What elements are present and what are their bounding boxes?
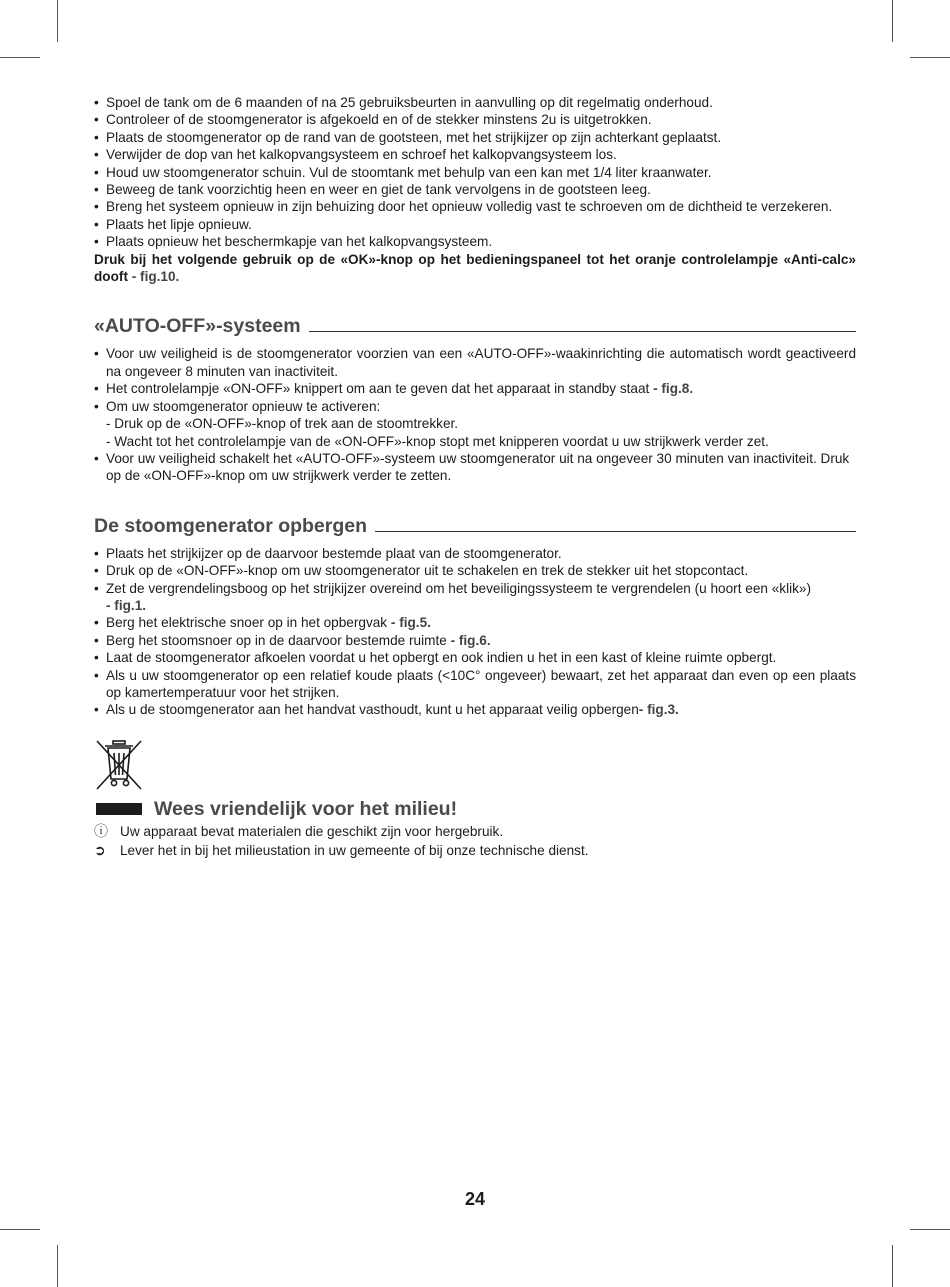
crop-mark: [57, 1245, 58, 1287]
list-item: [94, 632, 856, 649]
section-heading-storage: [94, 515, 856, 537]
list-item-text: Berg het elektrische snoer op in het opbergvak: [106, 615, 388, 631]
page-content: [94, 94, 856, 860]
heading-bar: [96, 803, 142, 815]
section-title: De stoomgenerator opbergen: [94, 514, 368, 537]
list-item: [94, 649, 856, 666]
figure-ref: - fig.8.: [649, 381, 694, 397]
list-item: • Spoel de tank om de 6 maanden of na 25 gebruiksbeurten in aanvulling op dit regelmatig onderhoud.: [94, 94, 856, 111]
list-item: [94, 562, 856, 579]
heading-rule: [375, 531, 856, 532]
list-item: [94, 614, 856, 631]
figure-ref: - fig.1.: [106, 597, 147, 613]
list-item-text: Als u uw stoomgenerator op een relatief koude plaats (<10C° ongeveer) bewaart, zet het apparaat dan even op een plaats op kamertemperatuur voor het strijken.: [106, 667, 856, 700]
heading-rule: [309, 331, 856, 332]
figure-ref: - fig.3.: [638, 702, 679, 718]
page-number: 24: [464, 1189, 486, 1209]
list-item: [94, 545, 856, 562]
environment-line: [94, 823, 856, 840]
list-item-text: Plaats het strijkijzer op de daarvoor bestemde plaat van de stoomgenerator.: [106, 545, 562, 561]
list-item-text: Het controlelampje «ON-OFF» knippert om aan te geven dat het apparaat in standby staat: [106, 381, 650, 397]
info-icon: ⓘ: [94, 822, 108, 839]
list-item: [94, 398, 856, 415]
list-item: • Controleer of de stoomgenerator is afgekoeld en of de stekker minstens 2u is uitgetrokken.: [94, 111, 856, 128]
list-item: • Plaats de stoomgenerator op de rand van de gootsteen, met het strijkijzer op zijn achterkant geplaatst.: [94, 129, 856, 146]
activate-step: - Wacht tot het controlelampje van de «ON-OFF»-knop stopt met knipperen voordat u uw strijkwerk verder zet.: [106, 433, 769, 449]
crop-mark: [910, 57, 950, 58]
environment-line-text: Uw apparaat bevat materialen die geschikt zijn voor hergebruik.: [120, 823, 504, 839]
auto-off-list: [94, 345, 856, 415]
list-item-text: Laat de stoomgenerator afkoelen voordat u het opbergt en ook indien u het in een kast of kleine ruimte opbergt.: [106, 650, 777, 666]
crop-mark: [910, 1229, 950, 1230]
crop-mark: [892, 1245, 893, 1287]
crop-mark: [0, 57, 40, 58]
arrow-icon: ➲: [94, 842, 106, 859]
list-item-text: Als u de stoomgenerator aan het handvat vasthoudt, kunt u het apparaat veilig opbergen: [106, 702, 639, 718]
list-item-text: Zet de vergrendelingsboog op het strijkijzer overeind om het beveiligingssysteem te vergrendelen (u hoort een «klik»): [106, 580, 811, 596]
crop-mark: [892, 0, 893, 42]
figure-ref: - fig.6.: [446, 632, 491, 648]
auto-off-list-end: [94, 450, 856, 485]
list-item: • Breng het systeem opnieuw in zijn behuizing door het opnieuw volledig vast te schroeven om de dichtheid te verzekeren.: [94, 198, 856, 215]
list-item: [94, 380, 856, 397]
list-item-text: • Om uw stoomgenerator opnieuw te activeren:: [106, 398, 381, 414]
storage-list: [94, 545, 856, 719]
list-item-text: Berg het stoomsnoer op in de daarvoor bestemde ruimte: [106, 632, 447, 648]
list-item: • Houd uw stoomgenerator schuin. Vul de stoomtank met behulp van een kan met 1/4 liter kraanwater.: [94, 164, 856, 181]
list-item: • Verwijder de dop van het kalkopvangsysteem en schroef het kalkopvangsysteem los.: [94, 146, 856, 163]
intro-note: [94, 251, 856, 286]
environment-line-text: Lever het in bij het milieustation in uw gemeente of bij onze technische dienst.: [120, 843, 589, 859]
list-item: [94, 667, 856, 702]
crop-mark: [57, 0, 58, 42]
figure-ref: - fig.5.: [387, 615, 431, 631]
intro-list: [94, 94, 856, 251]
list-item-text: Voor uw veiligheid is de stoomgenerator voorzien van een «AUTO-OFF»-waakinrichting die automatisch wordt geactiveerd na ongeveer 8 minuten van inactiviteit.: [106, 346, 856, 379]
crop-mark: [0, 1229, 40, 1230]
list-item: • Beweeg de tank voorzichtig heen en weer en giet de tank vervolgens in de gootsteen leeg.: [94, 181, 856, 198]
environment-heading: [94, 797, 856, 821]
list-item-text: Druk op de «ON-OFF»-knop om uw stoomgenerator uit te schakelen en trek de stekker uit het stopcontact.: [106, 563, 749, 579]
list-item: • Plaats het lipje opnieuw.: [94, 216, 856, 233]
environment-line: [94, 842, 856, 859]
list-item: [94, 580, 856, 615]
figure-ref: - fig.10.: [127, 269, 180, 285]
activate-step: - Druk op de «ON-OFF»-knop of trek aan de stoomtrekker.: [106, 416, 459, 432]
list-item: [94, 345, 856, 380]
crossed-bin-icon: [94, 739, 144, 791]
list-item: • Plaats opnieuw het beschermkapje van het kalkopvangsysteem.: [94, 233, 856, 250]
environment-title: Wees vriendelijk voor het milieu!: [154, 797, 458, 820]
intro-note-text: Druk bij het volgende gebruik op de «OK»-knop op het bedieningspaneel tot het oranje controlelampje «Anti-calc» dooft: [94, 251, 856, 285]
list-item: [94, 701, 856, 718]
section-title: «AUTO-OFF»-systeem: [94, 315, 301, 338]
section-heading-auto-off: [94, 315, 856, 337]
list-item: • Voor uw veiligheid schakelt het «AUTO-OFF»-systeem uw stoomgenerator uit na ongeveer 30 minuten van inactiviteit. Druk op de «ON-OFF»-knop om uw strijkwerk verder te zetten.: [94, 450, 856, 485]
